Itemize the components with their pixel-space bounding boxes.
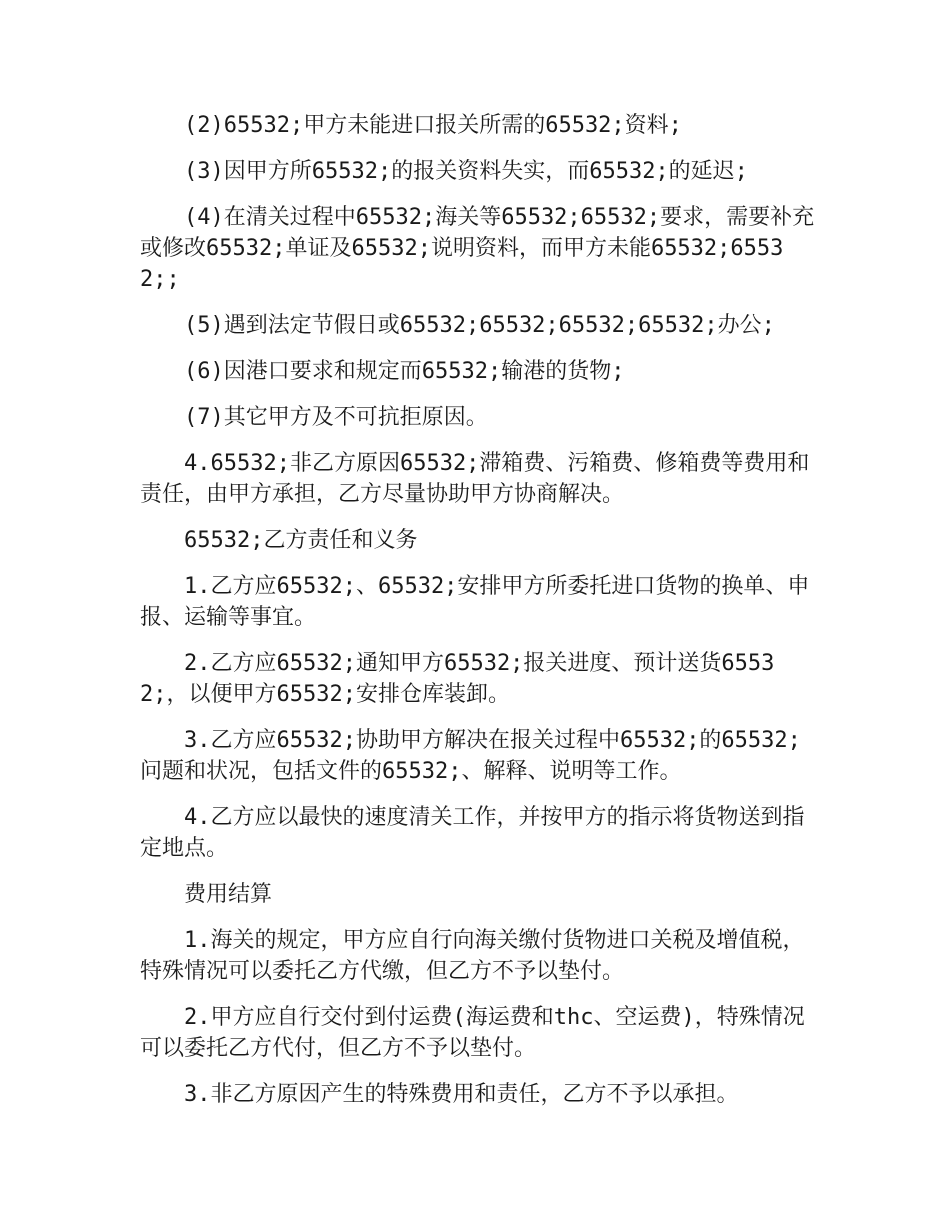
paragraph-item-3: (3)因甲方所65532;的报关资料失实，而65532;的延迟; xyxy=(184,159,748,184)
paragraph-item-7: (7)其它甲方及不可抗拒原因。 xyxy=(184,405,488,430)
paragraph-fees-3: 3.非乙方原因产生的特殊费用和责任，乙方不予以承担。 xyxy=(184,1082,739,1107)
paragraph-clause-4: 4.65532;非乙方原因65532;滞箱费、污箱费、修箱费等费用和责任，由甲方承担，乙方尽量协助甲方协商解决。 xyxy=(140,451,810,507)
paragraph-party-b-1: 1.乙方应65532;、65532;安排甲方所委托进口货物的换单、申报、运输等事宜。 xyxy=(140,574,810,630)
paragraph-item-5: (5)遇到法定节假日或65532;65532;65532;65532;办公; xyxy=(184,313,775,338)
section-heading-party-b: 65532;乙方责任和义务 xyxy=(184,528,418,553)
paragraph-party-b-2: 2.乙方应65532;通知甲方65532;报关进度、预计送货65532;，以便甲方65532;安排仓库装卸。 xyxy=(140,651,775,707)
paragraph-fees-2: 2.甲方应自行交付到付运费(海运费和thc、空运费)，特殊情况可以委托乙方代付，但乙方不予以垫付。 xyxy=(140,1005,805,1061)
section-heading-fees: 费用结算 xyxy=(184,882,273,907)
paragraph-fees-1: 1.海关的规定，甲方应自行向海关缴付货物进口关税及增值税，特殊情况可以委托乙方代缴，但乙方不予以垫付。 xyxy=(140,928,805,984)
paragraph-party-b-4: 4.乙方应以最快的速度清关工作，并按甲方的指示将货物送到指定地点。 xyxy=(140,805,805,861)
document-body xyxy=(140,110,820,1125)
paragraph-item-6: (6)因港口要求和规定而65532;输港的货物; xyxy=(184,359,625,384)
paragraph-item-4: (4)在清关过程中65532;海关等65532;65532;要求，需要补充或修改65532;单证及65532;说明资料，而甲方未能65532;65532;; xyxy=(140,205,815,292)
paragraph-party-b-3: 3.乙方应65532;协助甲方解决在报关过程中65532;的65532;问题和状况，包括文件的65532;、解释、说明等工作。 xyxy=(140,728,801,784)
paragraph-item-2: (2)65532;甲方未能进口报关所需的65532;资料; xyxy=(184,113,682,138)
